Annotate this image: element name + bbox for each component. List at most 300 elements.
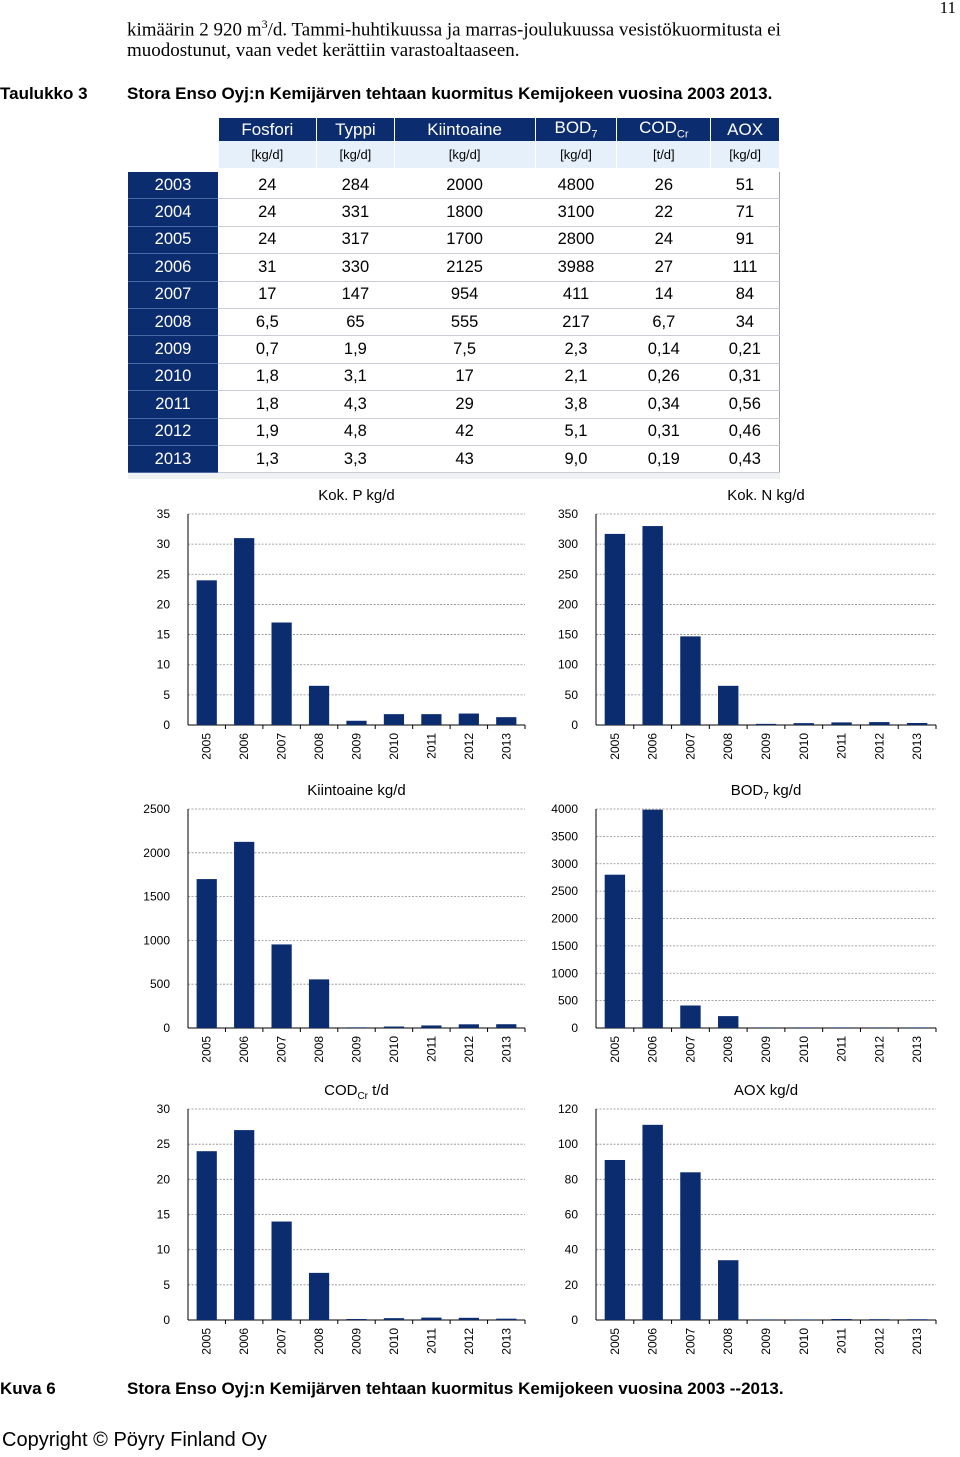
bar: [346, 721, 366, 725]
table-cell: 1,8: [218, 363, 317, 390]
x-tick-label: 2010: [386, 733, 401, 760]
column-header-label: Fosfori: [241, 119, 294, 139]
x-tick-label: 2009: [349, 1328, 364, 1355]
x-tick-label: 2010: [386, 1328, 401, 1355]
table-cell: 6,7: [617, 308, 711, 335]
table-row: [128, 391, 780, 418]
x-tick-label: 2005: [199, 733, 214, 760]
table-cell: 1,9: [218, 418, 317, 445]
column-header: [394, 118, 535, 141]
x-tick-label: 2009: [759, 1036, 773, 1063]
row-year: 2012: [128, 418, 218, 445]
chart-title-suffix: kg/d: [768, 782, 802, 799]
x-tick-label: 2008: [721, 1328, 736, 1355]
x-tick-label: 2013: [499, 1036, 514, 1063]
table-cell: 51: [711, 172, 780, 199]
table-cell: 6,5: [218, 308, 317, 335]
bar: [384, 1318, 404, 1320]
table-cell: 9,0: [535, 445, 617, 472]
table-cell: 0,46: [711, 418, 780, 445]
y-tick-label: 0: [571, 718, 578, 732]
chart-container: [0, 1080, 514, 1375]
bar: [718, 1260, 738, 1320]
table-header-row: [128, 118, 780, 141]
table-cell: 3100: [535, 199, 617, 226]
row-year: 2011: [128, 391, 218, 418]
table-cell: 5,1: [535, 418, 617, 445]
x-tick-label: 2005: [607, 1036, 622, 1063]
chart-title: [727, 487, 805, 504]
y-tick-label: 1000: [143, 933, 170, 948]
bar: [869, 722, 889, 725]
row-year: 2009: [128, 336, 218, 363]
x-tick-label: 2008: [312, 1036, 327, 1063]
bar: [346, 1319, 366, 1320]
chart-title-subscript: Cr: [357, 1091, 369, 1102]
table-cell: 43: [394, 445, 535, 472]
table-cell: 26: [617, 172, 711, 199]
chart-title-main: BOD: [730, 782, 764, 799]
chart-5: [480, 1080, 960, 1370]
table-row: [128, 254, 780, 281]
x-tick-label: 2008: [312, 733, 327, 760]
x-tick-label: 2009: [349, 733, 364, 760]
bar: [756, 1027, 776, 1028]
bar: [718, 686, 738, 725]
chart-container: [480, 775, 960, 1080]
bar: [197, 580, 217, 725]
column-header: [218, 118, 317, 141]
bar: [794, 723, 814, 725]
chart-title: [731, 782, 802, 802]
row-year: 2006: [128, 254, 218, 281]
row-year: 2008: [128, 308, 218, 335]
table-row: [128, 199, 780, 226]
figure-caption-label: Kuva 6: [0, 1379, 56, 1398]
chart-title: [318, 487, 394, 504]
table-cell: 111: [711, 254, 780, 281]
table-cell: 84: [711, 281, 780, 308]
column-header: [617, 118, 711, 141]
x-tick-label: 2007: [683, 1036, 698, 1063]
row-year: 2004: [128, 199, 218, 226]
bar: [234, 842, 254, 1028]
x-tick-label: 2013: [910, 1036, 925, 1063]
y-tick-label: 120: [557, 1102, 578, 1116]
bar: [831, 1027, 851, 1028]
table-cell: 284: [317, 172, 395, 199]
unit-label: [kg/d]: [394, 141, 535, 168]
row-year: 2007: [128, 281, 218, 308]
bar: [346, 1027, 366, 1028]
bar: [756, 1319, 776, 1320]
chart-container: [0, 775, 514, 1080]
table-cell: 954: [394, 281, 535, 308]
y-tick-label: 100: [557, 657, 578, 672]
table-units-row: [128, 141, 780, 168]
y-tick-label: 300: [557, 537, 578, 552]
table-cell: 22: [617, 199, 711, 226]
bar: [197, 1151, 217, 1320]
chart-title-main: AOX kg/d: [733, 1082, 799, 1099]
x-tick-label: 2010: [796, 733, 811, 760]
row-year: 2010: [128, 363, 218, 390]
bar: [642, 1125, 662, 1320]
bar: [869, 1319, 889, 1320]
x-tick-label: 2006: [237, 1036, 252, 1063]
table-cell: 1,9: [317, 336, 395, 363]
table-cell: 2800: [535, 226, 617, 253]
bar: [831, 1319, 851, 1320]
y-tick-label: 30: [156, 1102, 170, 1116]
x-tick-label: 2012: [872, 1328, 887, 1355]
table-cell: 555: [394, 308, 535, 335]
y-tick-label: 250: [557, 567, 578, 582]
y-tick-label: 4000: [551, 802, 578, 816]
y-tick-label: 0: [163, 718, 170, 732]
x-tick-label: 2007: [683, 733, 698, 760]
x-tick-label: 2008: [721, 1036, 736, 1063]
load-table: [128, 118, 780, 479]
table-cell: 3988: [535, 254, 617, 281]
table-cell: 42: [394, 418, 535, 445]
unit-label: [t/d]: [617, 141, 711, 168]
y-tick-label: 1000: [551, 966, 578, 981]
table-cell: 0,31: [711, 363, 780, 390]
bar: [421, 714, 441, 725]
table-corner: [128, 118, 218, 141]
table-row: [128, 363, 780, 390]
x-tick-label: 2013: [499, 1328, 514, 1355]
table-cell: 71: [711, 199, 780, 226]
y-tick-label: 3000: [551, 856, 578, 871]
table-cell: 1,8: [218, 391, 317, 418]
y-tick-label: 5: [163, 687, 170, 702]
column-header-label: AOX: [727, 119, 764, 139]
intro-superscript: 3: [261, 17, 268, 31]
x-tick-label: 2011: [424, 733, 439, 759]
bar: [421, 1318, 441, 1320]
y-tick-label: 0: [163, 1021, 170, 1035]
table-cell: 217: [535, 308, 617, 335]
chart-title-suffix: t/d: [368, 1082, 389, 1099]
footer-copyright: Copyright © Pöyry Finland Oy: [2, 1429, 267, 1451]
table-cell: 330: [317, 254, 395, 281]
x-tick-label: 2005: [607, 1328, 622, 1355]
bar: [907, 1027, 927, 1028]
x-tick-label: 2010: [386, 1036, 401, 1063]
x-tick-label: 2011: [424, 1036, 439, 1062]
x-tick-label: 2007: [274, 1036, 289, 1063]
table-cell: 34: [711, 308, 780, 335]
y-tick-label: 10: [156, 657, 170, 672]
table-cell: 17: [394, 363, 535, 390]
y-tick-label: 15: [156, 1207, 170, 1222]
table-row: [128, 172, 780, 199]
x-tick-label: 2012: [461, 1036, 476, 1063]
table-cell: 14: [617, 281, 711, 308]
x-tick-label: 2005: [199, 1036, 214, 1063]
column-header: [317, 118, 395, 141]
y-tick-label: 10: [156, 1242, 170, 1257]
y-tick-label: 2000: [143, 845, 170, 860]
bar: [680, 1005, 700, 1028]
y-tick-label: 40: [564, 1242, 578, 1257]
bar: [642, 810, 662, 1028]
table-row: [128, 281, 780, 308]
table-cell: 7,5: [394, 336, 535, 363]
table-row: [128, 445, 780, 472]
table-cell: 91: [711, 226, 780, 253]
bar: [384, 1027, 404, 1028]
table-caption-label: Taulukko 3: [0, 84, 88, 103]
column-header: [535, 118, 617, 141]
table-row: [128, 308, 780, 335]
column-header-label: BOD: [554, 118, 592, 138]
bar: [869, 1027, 889, 1028]
units-corner: [128, 141, 218, 168]
x-tick-label: 2009: [759, 1328, 773, 1355]
intro-line2: muodostunut, vaan vedet kerättiin varastoaltaaseen.: [127, 40, 520, 62]
column-header-subscript: Cr: [676, 128, 689, 141]
table-cell: 0,14: [617, 336, 711, 363]
table-cell: 65: [317, 308, 395, 335]
bar: [642, 526, 662, 725]
chart-container: [480, 1080, 960, 1375]
x-tick-label: 2011: [424, 1328, 439, 1354]
bar: [605, 1160, 625, 1320]
y-tick-label: 15: [156, 627, 170, 642]
bar: [459, 1024, 479, 1028]
x-tick-label: 2006: [237, 1328, 252, 1355]
bar: [680, 1172, 700, 1320]
x-tick-label: 2010: [796, 1328, 811, 1355]
x-tick-label: 2006: [645, 733, 660, 760]
x-tick-label: 2006: [645, 1328, 660, 1355]
y-tick-label: 60: [564, 1207, 578, 1222]
intro-paragraph: [127, 14, 957, 61]
bar: [459, 1318, 479, 1320]
column-header: [711, 118, 780, 141]
chart-title: [324, 1082, 389, 1102]
y-tick-label: 2000: [551, 911, 578, 926]
table-cell: 2,1: [535, 363, 617, 390]
row-year: 2003: [128, 172, 218, 199]
table-cell: 24: [218, 172, 317, 199]
bar: [907, 1319, 927, 1320]
y-tick-label: 50: [564, 687, 578, 702]
table-cell: 2000: [394, 172, 535, 199]
chart-title-subscript: 7: [763, 791, 769, 802]
bar: [309, 979, 329, 1028]
x-tick-label: 2012: [872, 733, 887, 760]
x-tick-label: 2009: [349, 1036, 364, 1063]
chart-4: [0, 1080, 514, 1370]
y-tick-label: 25: [156, 1137, 170, 1152]
table-cell: 0,31: [617, 418, 711, 445]
page-number: 11: [939, 0, 956, 17]
table-cell: 4,8: [317, 418, 395, 445]
chart-1: [480, 480, 960, 780]
unit-label: [kg/d]: [711, 141, 780, 168]
y-tick-label: 100: [557, 1137, 578, 1152]
y-tick-label: 80: [564, 1172, 578, 1187]
table-cell: 0,43: [711, 445, 780, 472]
bar: [234, 538, 254, 725]
table-cell: 331: [317, 199, 395, 226]
table-cell: 0,26: [617, 363, 711, 390]
table-cell: 2125: [394, 254, 535, 281]
y-tick-label: 3500: [551, 829, 578, 844]
y-tick-label: 1500: [143, 889, 170, 904]
x-tick-label: 2011: [834, 1328, 849, 1354]
bar: [272, 944, 292, 1028]
bar: [605, 534, 625, 725]
table-row: [128, 336, 780, 363]
chart-container: [480, 480, 960, 785]
intro-line1-pre: kimäärin 2 920 m: [127, 19, 262, 41]
x-tick-label: 2013: [499, 733, 514, 760]
y-tick-label: 20: [156, 597, 170, 612]
figure-caption-text: Stora Enso Oyj:n Kemijärven tehtaan kuormitus Kemijokeen vuosina 2003 --2013.: [127, 1379, 784, 1398]
x-tick-label: 2011: [834, 733, 849, 759]
x-tick-label: 2005: [607, 733, 622, 760]
table-cell: 2,3: [535, 336, 617, 363]
table-cell: 3,8: [535, 391, 617, 418]
table-cell: 29: [394, 391, 535, 418]
y-tick-label: 0: [571, 1313, 578, 1327]
x-tick-label: 2013: [910, 733, 925, 760]
row-year: 2005: [128, 226, 218, 253]
chart-0: [0, 480, 514, 780]
x-tick-label: 2007: [274, 733, 289, 760]
table-cell: 31: [218, 254, 317, 281]
table-cell: 17: [218, 281, 317, 308]
x-tick-label: 2013: [910, 1328, 925, 1355]
bar: [459, 714, 479, 725]
bar: [605, 875, 625, 1028]
bar: [309, 1273, 329, 1320]
bar: [384, 714, 404, 725]
y-tick-label: 150: [557, 627, 578, 642]
chart-title: [734, 1082, 798, 1099]
bar: [272, 1222, 292, 1320]
y-tick-label: 2500: [551, 884, 578, 899]
bar: [421, 1025, 441, 1028]
bar: [794, 1319, 814, 1320]
y-tick-label: 20: [156, 1172, 170, 1187]
y-tick-label: 2500: [143, 802, 170, 816]
chart-container: [0, 480, 514, 785]
chart-title-main: Kok. P kg/d: [318, 487, 395, 504]
y-tick-label: 5: [163, 1277, 170, 1292]
row-year: 2013: [128, 445, 218, 472]
x-tick-label: 2006: [237, 733, 252, 760]
chart-2: [0, 775, 514, 1075]
table-cell: 1800: [394, 199, 535, 226]
bar: [718, 1016, 738, 1028]
unit-label: [kg/d]: [317, 141, 395, 168]
y-tick-label: 0: [163, 1313, 170, 1327]
x-tick-label: 2011: [834, 1036, 849, 1062]
chart-3: [480, 775, 960, 1075]
x-tick-label: 2012: [461, 1328, 476, 1355]
bar: [907, 723, 927, 725]
y-tick-label: 200: [557, 597, 578, 612]
table-row: [128, 418, 780, 445]
table-cell: 24: [218, 226, 317, 253]
bar: [272, 623, 292, 725]
x-tick-label: 2009: [759, 733, 773, 760]
y-tick-label: 500: [557, 993, 578, 1008]
unit-label: [kg/d]: [218, 141, 317, 168]
chart-title-main: Kiintoaine kg/d: [307, 782, 406, 799]
table-cell: 24: [617, 226, 711, 253]
table-cell: 0,7: [218, 336, 317, 363]
table-cell: 4800: [535, 172, 617, 199]
x-tick-label: 2012: [872, 1036, 887, 1063]
y-tick-label: 350: [557, 507, 578, 521]
table-cell: 4,3: [317, 391, 395, 418]
column-header-label: Kiintoaine: [427, 119, 502, 139]
table-caption-text: Stora Enso Oyj:n Kemijärven tehtaan kuormitus Kemijokeen vuosina 2003 2013.: [127, 84, 773, 103]
column-header-label: COD: [639, 118, 677, 138]
y-tick-label: 500: [149, 977, 170, 992]
table-cell: 147: [317, 281, 395, 308]
x-tick-label: 2012: [461, 733, 476, 760]
table-cell: 24: [218, 199, 317, 226]
chart-title: [307, 782, 405, 799]
chart-title-main: COD: [324, 1082, 358, 1099]
x-tick-label: 2008: [312, 1328, 327, 1355]
y-tick-label: 20: [564, 1277, 578, 1292]
bar: [680, 636, 700, 725]
bar: [309, 686, 329, 725]
chart-title-main: Kok. N kg/d: [727, 487, 805, 504]
column-header-subscript: 7: [591, 128, 598, 141]
table-cell: 3,1: [317, 363, 395, 390]
bar: [197, 879, 217, 1028]
column-header-label: Typpi: [335, 119, 376, 139]
y-tick-label: 35: [156, 507, 170, 521]
table-shadow: [128, 473, 780, 480]
y-tick-label: 1500: [551, 938, 578, 953]
table-cell: 0,21: [711, 336, 780, 363]
table-cell: 1,3: [218, 445, 317, 472]
table-cell: 0,19: [617, 445, 711, 472]
table-cell: 411: [535, 281, 617, 308]
x-tick-label: 2010: [796, 1036, 811, 1063]
x-tick-label: 2007: [683, 1328, 698, 1355]
bar: [794, 1027, 814, 1028]
table-row: [128, 226, 780, 253]
x-tick-label: 2005: [199, 1328, 214, 1355]
y-tick-label: 25: [156, 567, 170, 582]
bar: [831, 722, 851, 725]
table-cell: 0,34: [617, 391, 711, 418]
x-tick-label: 2006: [645, 1036, 660, 1063]
table-cell: 1700: [394, 226, 535, 253]
x-tick-label: 2007: [274, 1328, 289, 1355]
y-tick-label: 0: [571, 1021, 578, 1035]
table-cell: 27: [617, 254, 711, 281]
table-cell: 317: [317, 226, 395, 253]
table-shadow-cell: [128, 473, 780, 480]
table-cell: 0,56: [711, 391, 780, 418]
unit-label: [kg/d]: [535, 141, 617, 168]
y-tick-label: 30: [156, 537, 170, 552]
bar: [756, 724, 776, 725]
